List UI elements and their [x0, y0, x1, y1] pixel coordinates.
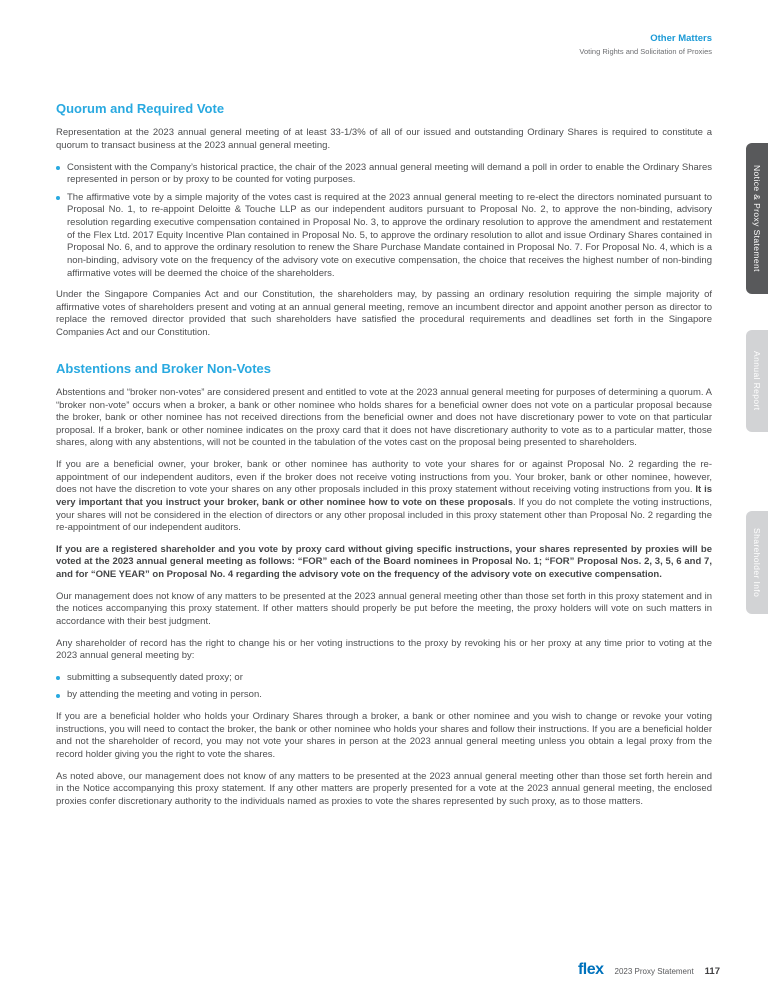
header-section-title: Other Matters	[650, 33, 712, 44]
bullet-text: Consistent with the Company’s historical practice, the chair of the 2023 annual general meeting will demand a poll in order to enable the Ordinary Shares represented in person or by proxy to be counted for voting purposes.	[67, 161, 712, 186]
bullet-text: submitting a subsequently dated proxy; or	[67, 671, 243, 683]
list-item	[56, 672, 712, 685]
content-column	[56, 100, 712, 817]
side-tab-annual-report[interactable]: Annual Report	[746, 330, 768, 432]
footer-doc-title: 2023 Proxy Statement	[614, 967, 694, 976]
paragraph-text: . If you do not complete the voting instructions, your shares will not be considered in the election of directors or any other proposal included in this proxy statement other than Proposal No. 2 regarding the re-appointment of our independent auditors.	[56, 496, 712, 534]
page-footer	[578, 962, 720, 978]
bullet-text: by attending the meeting and voting in person.	[67, 689, 262, 701]
list-item	[56, 162, 712, 187]
bullet-icon	[56, 196, 60, 200]
page-header	[579, 33, 712, 56]
paragraph: Any shareholder of record has the right to change his or her voting instructions to the proxy by revoking his or her proxy at any time prior to voting at the 2023 annual general meeting by:	[56, 637, 712, 662]
paragraph: If you are a beneficial holder who holds your Ordinary Shares through a broker, a bank or other nominee and you wish to change or revoke your voting instructions, you will need to contact the broker, the bank or other nominee who holds your shares and follow their instructions. If you are a beneficial holder and not the shareholder of record, you may not vote your shares in person at the 2023 annual general meeting unless you obtain a legal proxy from the record holder giving you the right to vote the shares.	[56, 711, 712, 760]
bullet-icon	[56, 676, 60, 680]
footer-page-number: 117	[704, 966, 720, 977]
paragraph: Representation at the 2023 annual general meeting of at least 33-1/3% of all of our issued and outstanding Ordinary Shares is required to constitute a quorum to transact business at the 2023 annual general meeting.	[56, 127, 712, 151]
section-heading-abstentions: Abstentions and Broker Non-Votes	[56, 360, 272, 376]
emphasized-text: It is very important that you instruct your broker, bank or other nominee how to vote on these proposals	[56, 484, 712, 508]
bullet-list	[56, 672, 712, 702]
list-item	[56, 192, 712, 280]
header-subsection-title: Voting Rights and Solicitation of Proxies	[579, 47, 712, 56]
bullet-text: The affirmative vote by a simple majority of the votes cast is required at the 2023 annual general meeting to re-elect the directors nominated pursuant to Proposal No. 1, to re-appoint Deloitte & Touche LLP as our independent auditors pursuant to Proposal No. 2, to approve the non-binding, advisory resolution regarding executive compensation contained in Proposal No. 3, to approve the ordinary resolution to approve the amendment and restatement of the Flex Ltd. 2017 Equity Incentive Plan contained in Proposal No. 5, to approve the ordinary resolution to allot and issue Ordinary Shares contained in Proposal No. 6, and to approve the ordinary resolution to renew the Share Purchase Mandate contained in Proposal No. 7. For Proposal No. 4, which is a non-binding, advisory vote on the frequency of the advisory vote on executive compensation, the choice that receives the highest number of non-binding affirmative votes will be deemed the choice of the shareholders.	[67, 191, 712, 279]
paragraph: Under the Singapore Companies Act and our Constitution, the shareholders may, by passing an ordinary resolution requiring the simple majority of affirmative votes of shareholders present and voting at an annual general meeting, remove an incumbent director and appoint another person as director to replace the removed director provided that such shareholders have satisfied the procedural requirements and deadlines set forth in the Singapore Companies Act and our Constitution.	[56, 289, 712, 339]
flex-logo: flex	[577, 961, 604, 978]
paragraph: Abstentions and “broker non-votes” are considered present and entitled to vote at the 2023 annual general meeting for purposes of determining a quorum. A “broker non-vote” occurs when a broker, a bank or other nominee who holds shares for a beneficial owner does not vote on a particular proposal because the broker, bank or other nominee has not received directions from the beneficial owner and does not have discretionary power to vote on that particular proposal. If a broker, bank or other nominee indicates on the proxy card that it does not have discretionary authority to vote as to a particular matter, those shares, along with any abstentions, will not be counted in the tabulation of the votes cast on the proposal being presented to shareholders.	[56, 386, 712, 449]
bullet-list	[56, 162, 712, 281]
side-tab-shareholder-info[interactable]: Shareholder Info	[746, 511, 768, 614]
section-heading-quorum: Quorum and Required Vote	[56, 101, 225, 116]
bullet-icon	[56, 166, 60, 170]
paragraph-bold: If you are a registered shareholder and you vote by proxy card without giving specific instructions, your shares represented by proxies will be voted at the 2023 annual general meeting as follows: “FOR” each of the Board nominees in Proposal No. 1; “FOR” Proposal Nos. 2, 3, 5, 6 and 7, and for “ONE YEAR” on Proposal No. 4 regarding the advisory vote on the frequency of the advisory vote on executive compensation.	[56, 543, 712, 581]
side-tab-notice-proxy-statement[interactable]: Notice & Proxy Statement	[746, 143, 768, 294]
paragraph-text: If you are a beneficial owner, your broker, bank or other nominee has authority to vote your shares for or against Proposal No. 2 regarding the re-appointment of our independent auditors, even if the broker does not receive voting instructions from you. Your broker, bank or other nominee, however, does not have the discretion to vote your shares on any other proposals included in this proxy statement without receiving voting instructions from you.	[56, 459, 712, 496]
bullet-icon	[56, 694, 60, 698]
paragraph: Our management does not know of any matters to be presented at the 2023 annual general meeting other than those set forth in this proxy statement and in the notices accompanying this proxy statement. If other matters should properly be put before the meeting, the proxy holders will vote on such matters in accordance with their best judgment.	[56, 590, 712, 627]
paragraph	[56, 459, 712, 535]
paragraph: As noted above, our management does not know of any matters to be presented at the 2023 annual general meeting other than those set forth herein and in the Notice accompanying this proxy statement. If any other matters are properly presented for a vote at the 2023 annual general meeting, the enclosed proxies confer discretionary authority to the individuals named as proxies to vote the shares represented by such proxy, as to those matters.	[56, 770, 712, 807]
list-item	[56, 689, 712, 702]
